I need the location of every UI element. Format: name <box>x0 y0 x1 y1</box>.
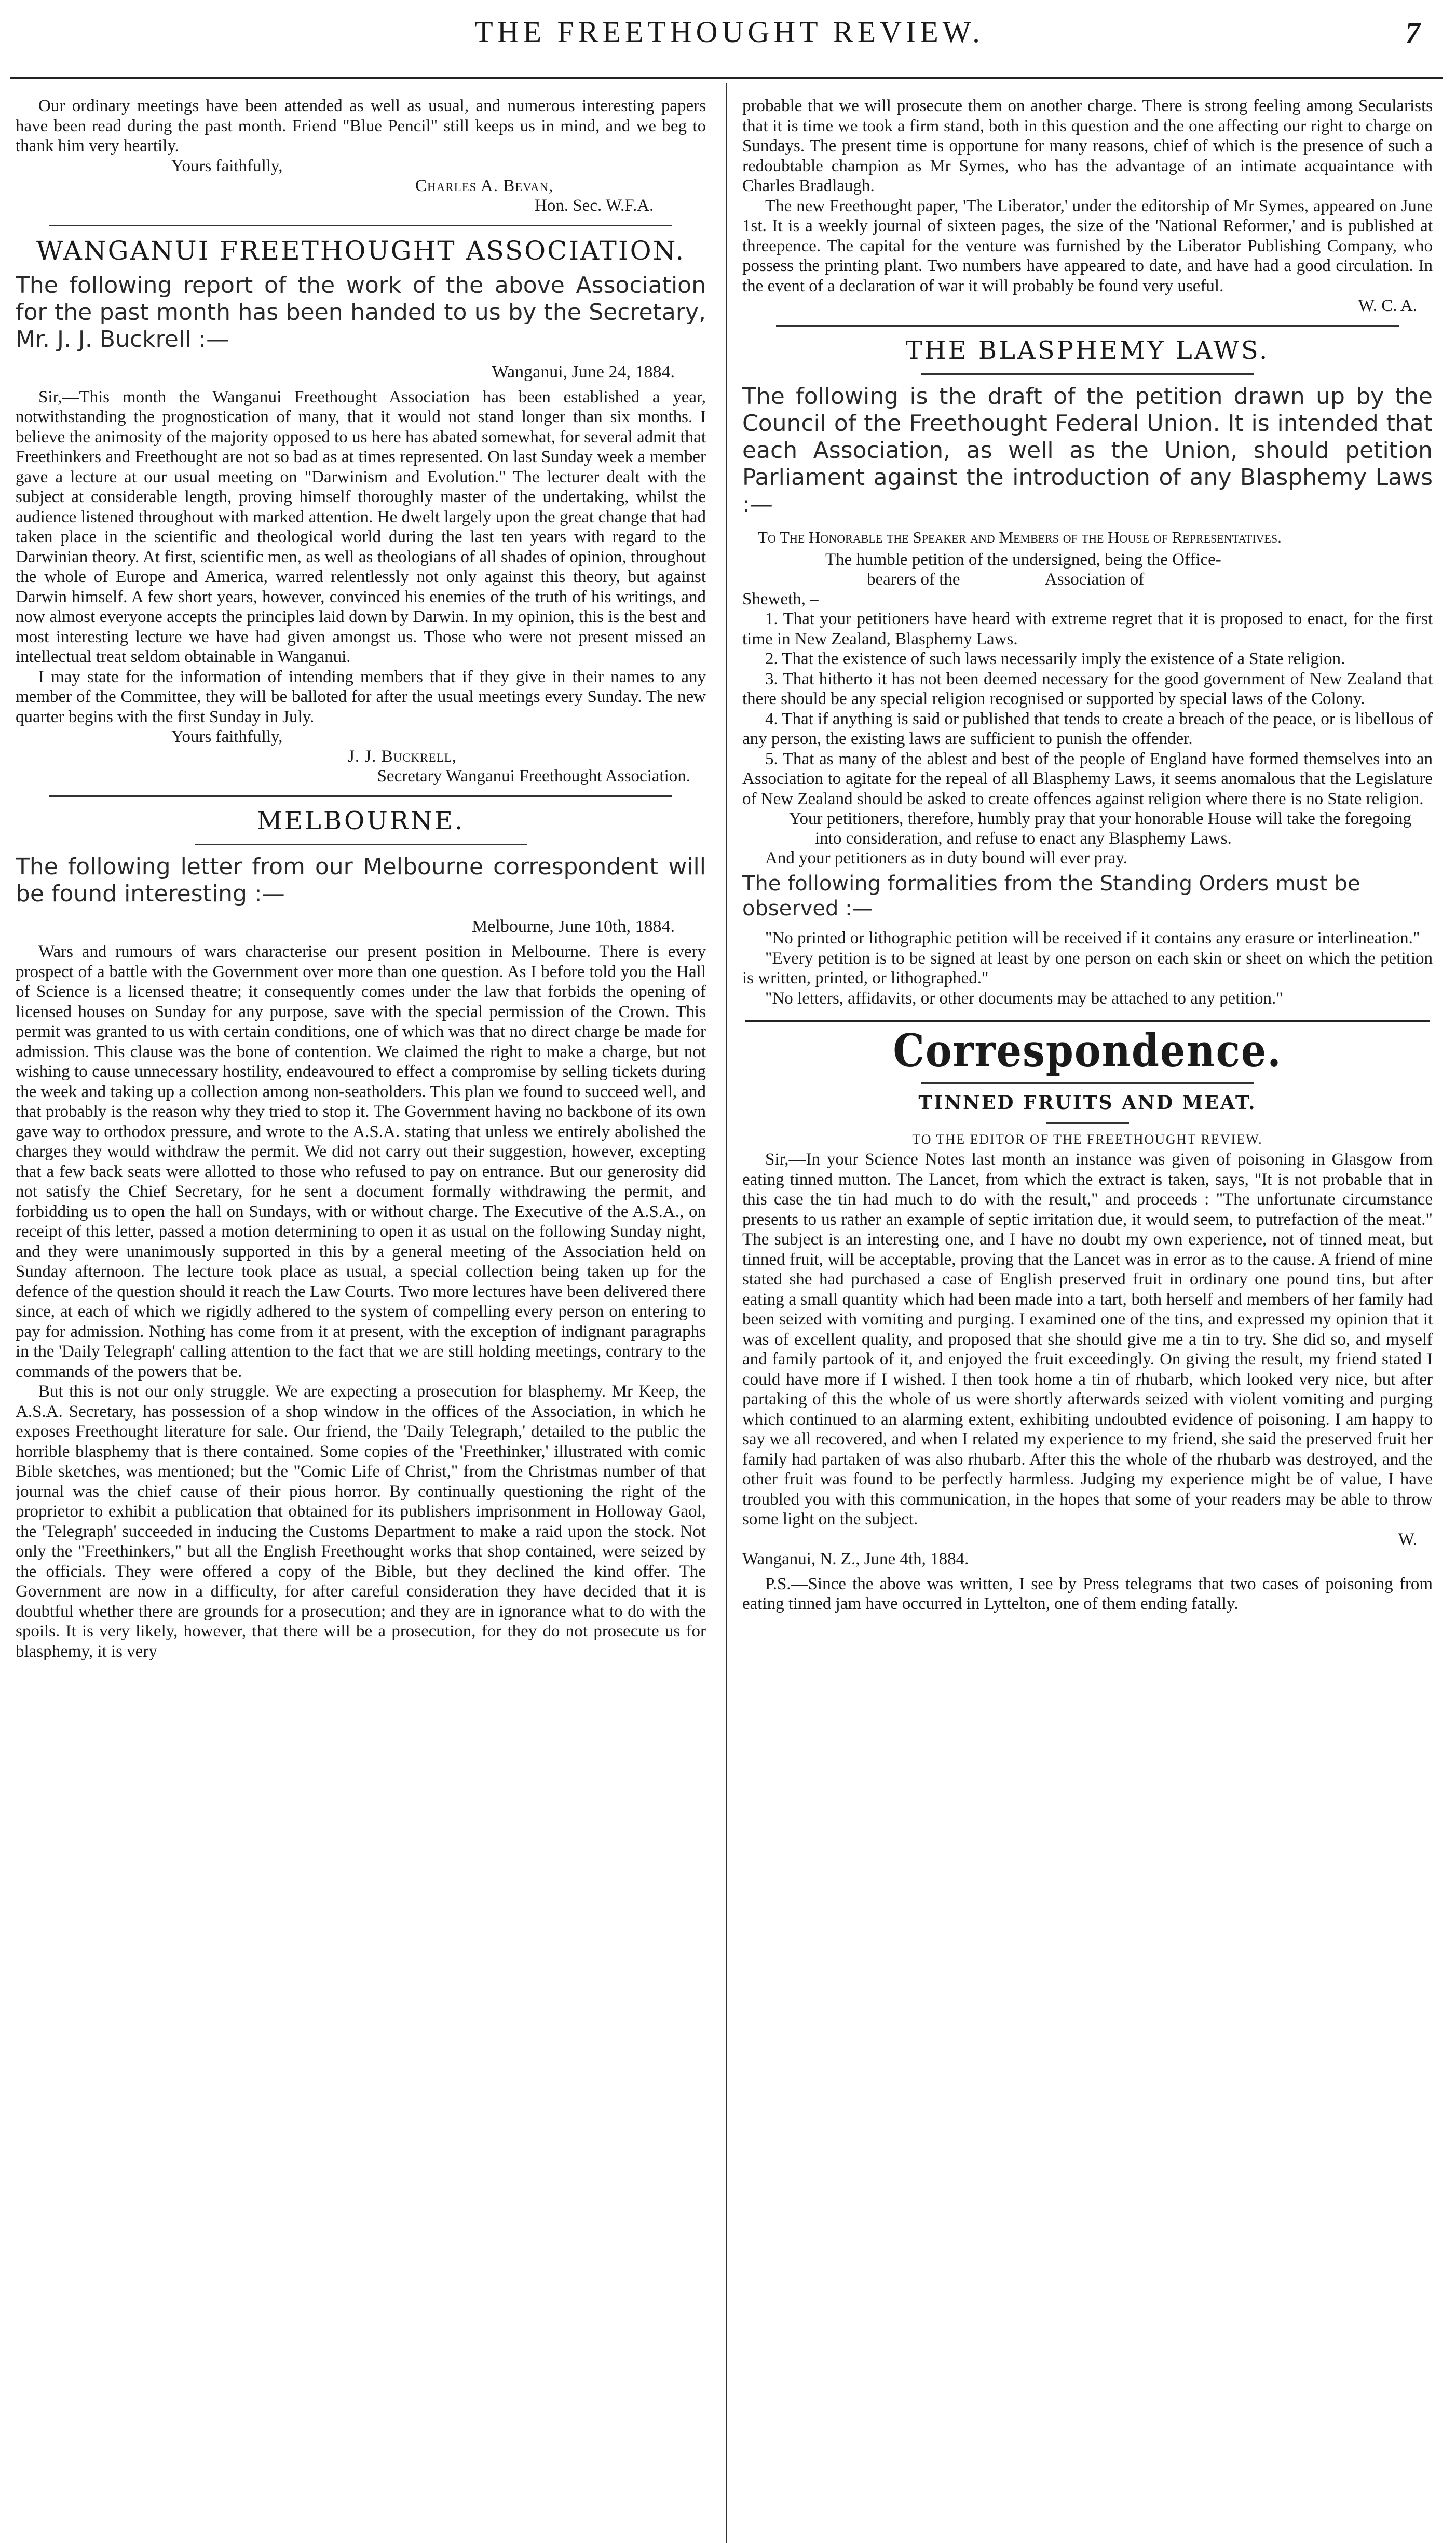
petition-point: 1. That your petitioners have heard with extreme regret that it is proposed to enact, for the first time in New Zealand, Blasphemy Laws. <box>742 610 1433 648</box>
header-rule <box>10 77 1443 79</box>
section-rule <box>49 795 672 797</box>
letter-addressed-to: TO THE EDITOR OF THE FREETHOUGHT REVIEW. <box>912 1132 1263 1147</box>
blasphemy-intro: The following is the draft of the petition drawn up by the Council of the Freethought Federal Union. It is intended that each Association, as well as the Union, should petition Parliament against the introduction of any Blasphemy Laws :— <box>742 383 1433 518</box>
melbourne-paragraph: But this is not our only struggle. We are expecting a prosecution for blasphemy. Mr Keep, the A.S.A. Secretary, has possession of a shop window in the offices of the Association, in which he exposes Freethought literature for sale. Our friend, the 'Daily Telegraph,' detailed to the public the horrible blasphemy that is there contained. Some copies of the 'Freethinker,' illustrated with comic Bible sketches, was mentioned; but the "Comic Life of Christ," from the Christmas number of that journal was the chief cause of their pious horror. By continually questioning the right of the proprietor to exhibit a publication that obtained for its publishers imprisonment in Holloway Gaol, the 'Telegraph' succeeded in inducing the Customs Department to make a raid upon the stock. Not only the "Freethinkers," but all the English Freethought works that shop contained, were seized by the officials. They were offered a copy of the Bible, but they declined the kind offer. The Government are now in a difficulty, for after careful consideration they have decided that it is doubtful whether there are grounds for a prosecution; and they are in ignorance what to do with the spoils. It is very likely, however, that there will be a prosecution, for they do not prosecute us for blasphemy, it is very <box>16 1382 706 1661</box>
petition-prayer: Your petitioners, therefore, humbly pray that your honorable House will take the foregoing into consideration, and refuse to enact any Blasphemy Laws. <box>789 809 1412 848</box>
melbourne-dateline: Melbourne, June 10th, 1884. <box>472 917 675 936</box>
wanganui-paragraph: Sir,—This month the Wanganui Freethought Association has been established a year, notwithstanding the prognostication of many, that it would not stand longer than six months. I believe the animosity of the majority opposed to us here has abated somewhat, for several admit that Freethinkers and Freethought are not so bad as at times represented. On last Sunday week a member gave a lecture at our usual meeting on "Darwinism and Evolution." The lecturer dealt with the subject at considerable length, proving himself thoroughly master of the undertaking, whilst the audience listened throughout with marked attention. He dwelt largely upon the great change that had taken place in the scientific and theological world during the last ten years with regard to the Darwinian theory. At first, scientific men, as well as theologians of all shades of opinion, throughout the whole of Europe and America, warred relentlessly not only against this theory, but against Darwin himself. A few short years, however, convinced his enemies of the truth of his writings, and now almost everyone accepts the principles laid down by Darwin. In my opinion, this is the best and most interesting lecture we have had given amongst us. Those who were not present missed an intellectual treat seldom obtainable in Wanganui. <box>16 387 706 666</box>
wanganui-article <box>16 236 706 787</box>
formalities-intro: The following formalities from the Standing Orders must be observed :— <box>742 872 1360 921</box>
petition-point: 4. That if anything is said or published that tends to create a breach of the peace, or is libellous of any person, the existing laws are sufficient to punish the offender. <box>742 709 1433 748</box>
petition-duty: And your petitioners as in duty bound will ever pray. <box>765 849 1128 868</box>
wanganui-closing: Yours faithfully, <box>171 727 283 746</box>
heading-rule <box>921 373 1254 375</box>
petition-point: 3. That hitherto it has not been deemed necessary for the good government of New Zealand that there should be any special religion recognised or supported by special laws of the Colony. <box>742 669 1433 708</box>
heading-rule <box>195 844 527 845</box>
correspondence-article <box>742 1024 1433 1614</box>
petition-sheweth: Sheweth, – <box>742 590 819 608</box>
melbourne-heading: MELBOURNE. <box>256 806 465 835</box>
opening-letter-end <box>16 96 706 215</box>
formality-item: "Every petition is to be signed at least by one person on each skin or sheet on which the petition is written, printed, or lithographed." <box>742 949 1433 988</box>
wanganui-dateline: Wanganui, June 24, 1884. <box>492 362 675 382</box>
continuation-paragraph: probable that we will prosecute them on another charge. There is strong feeling among Secularists that it is time we took a firm stand, both in this question and the one affecting our right to charge on Sundays. The present time is opportune for many reasons, chief of which is the presence of such a redoubtable champion as Mr Symes, who has the advantage of an intimate acquaintance with Charles Bradlaugh. <box>742 97 1433 195</box>
spacer <box>742 1569 1433 1574</box>
formality-item: "No letters, affidavits, or other documents may be attached to any petition." <box>765 989 1283 1008</box>
heading-rule <box>921 1082 1254 1084</box>
melbourne-intro: The following letter from our Melbourne correspondent will be found interesting :— <box>16 854 706 907</box>
page-number: 7 <box>1405 16 1420 50</box>
section-double-rule <box>745 1020 1430 1022</box>
continuation-signer: W. C. A. <box>1358 296 1417 315</box>
blasphemy-heading: THE BLASPHEMY LAWS. <box>905 336 1270 365</box>
letter-signer: W. <box>1398 1530 1417 1549</box>
wanganui-intro: The following report of the work of the above Association for the past month has been handed to us by the Secretary, Mr. J. J. Buckrell :— <box>16 272 706 353</box>
right-column <box>742 96 1433 2522</box>
petition-line: bearers of the Association of <box>867 570 1145 589</box>
left-column <box>16 96 706 2522</box>
petition-point: 5. That as many of the ablest and best of the people of England have formed themselves into an Association to agitate for the repeal of all Blasphemy Laws, it seems anomalous that the Legislature of New Zealand should be asked to create offences against religion where there is no State religion. <box>742 749 1433 808</box>
blasphemy-article <box>742 336 1433 1008</box>
melbourne-paragraph: Wars and rumours of wars characterise our present position in Melbourne. There is every prospect of a battle with the Government over more than one question. As I before told you the Hall of Science is a licensed theatre; it consequently comes under the law that forbids the opening of licensed houses on Sunday for any purpose, save with the special permission of the Crown. This permit was granted to us with certain conditions, one of which was that no direct charge be made for admission. This clause was the bone of contention. We claimed the right to make a charge, but not wishing to cause unnecessary hostility, endeavoured to effect a compromise by selling tickets during the week and taking up a collection among non-seatholders. This plan we found to succeed well, and that probably is the reason why they tried to stop it. The Government having no backbone of its own gave way to orthodox pressure, and wrote to the A.S.A. stating that unless we entirely abolished the charges they would withdraw the permit. We did not carry out their suggestion, however, excepting that a few back seats were allotted to those who refused to pay on entrance. But our generosity did not satisfy the Chief Secretary, for he sent a document formally withdrawing the permit, and forbidding us to open the hall on Sundays, with or without charge. The Executive of the A.S.A., on receipt of this letter, passed a motion determining to open it as usual on the following Sunday night, and they were unanimously supported in this by a general meeting of the Association held on Sunday afternoon. The lecture took place as usual, a special collection being taken up for the defence of the question should it reach the Law Courts. Two more lectures have been delivered there since, at each of which we rigidly adhered to the system of compelling every person on entering to pay for admission. Nothing has come from it at present, with the exception of indignant paragraphs in the 'Daily Telegraph' calling attention to the fact that we are still holding meetings, contrary to the commands of the powers that be. <box>16 942 706 1381</box>
formality-item: "No printed or lithographic petition will be received if it contains any erasure or interlineation." <box>765 929 1420 948</box>
correspondence-heading: Correspondence. <box>893 1024 1282 1077</box>
melbourne-continuation <box>742 96 1433 316</box>
column-divider <box>726 83 727 2543</box>
opening-signer-title: Hon. Sec. W.F.A. <box>535 196 654 215</box>
letter-subheading: TINNED FRUITS AND MEAT. <box>918 1092 1257 1114</box>
wanganui-signer: J. J. Buckrell, <box>348 747 457 766</box>
continuation-paragraph: The new Freethought paper, 'The Liberator,' under the editorship of Mr Symes, appeared on June 1st. It is a weekly journal of sixteen pages, the size of the 'National Reformer,' and is published at threepence. The capital for the venture was furnished by the Liberator Publishing Company, who possess the printing plant. Two numbers have appeared to date, and have had a good circulation. In the event of a declaration of war it will probably be found very useful. <box>742 196 1433 295</box>
petition-addressee: To The Honorable the Speaker and Members of the House of Representatives. <box>758 528 1282 546</box>
petition-point: 2. That the existence of such laws necessarily imply the existence of a State religion. <box>765 650 1345 668</box>
wanganui-heading: WANGANUI FREETHOUGHT ASSOCIATION. <box>36 235 686 266</box>
opening-signer: Charles A. Bevan, <box>415 176 554 195</box>
opening-paragraph: Our ordinary meetings have been attended as well as usual, and numerous interesting papers have been read during the past month. Friend "Blue Pencil" still keeps us in mind, and we beg to thank him very heartily. <box>16 97 706 155</box>
letter-dateline: Wanganui, N. Z., June 4th, 1884. <box>742 1549 969 1568</box>
melbourne-article <box>16 806 706 1661</box>
journal-title: THE FREETHOUGHT REVIEW. <box>474 15 984 49</box>
section-rule <box>776 325 1399 327</box>
wanganui-signer-title: Secretary Wanganui Freethought Association. <box>377 767 690 786</box>
section-rule <box>49 225 672 226</box>
heading-rule <box>1046 1122 1129 1124</box>
opening-closing: Yours faithfully, <box>171 156 283 175</box>
wanganui-paragraph: I may state for the information of intending members that if they give in their names to any member of the Committee, they will be balloted for after the usual meetings every Sunday. The new quarter begins with the first Sunday in July. <box>16 667 706 726</box>
masthead <box>31 11 1427 63</box>
letter-paragraph: Sir,—In your Science Notes last month an instance was given of poisoning in Glasgow from eating tinned mutton. The Lancet, from which the extract is taken, says, "It is not probable that in this case the tin had much to do with the result," and proceeds : "The unfortunate circumstance presents to us rather an example of septic irritation due, it would seem, to putrefaction of the meat." The subject is an interesting one, and I have no doubt my own experience, not of tinned meat, but tinned fruit, will be acceptable, proving that the Lancet was in error as to the cause. A friend of mine stated she had purchased a case of English preserved fruit in ordinary one pound tins, but after eating a small quantity which had been made into a tart, both herself and members of her family had been seized with vomiting and purging. I examined one of the tins, and expressed my opinion that it was of excellent quality, and proposed that she should give me a tin to try. She did so, and myself and family partook of it, and enjoyed the fruit exceedingly. On giving the result, my friend stated I could have more if I wished. I then took home a tin of rhubarb, which looked very nice, but after partaking of this the whole of us were shortly afterwards seized with violent vomiting and purging which continued to an alarming extent, exhibiting undoubted evidence of poisoning. I am happy to say we all recovered, and when I related my experience to my friend, she said the preserved fruit her family had partaken of was also rhubarb. After this the whole of the rhubarb was destroyed, and the other fruit was found to be perfectly harmless. Judging my experience might be of value, I have troubled you with this communication, in the hopes that some of your readers may be able to throw some light on the subject. <box>742 1150 1433 1528</box>
petition-line: The humble petition of the undersigned, being the Office- <box>825 550 1221 569</box>
letter-postscript: P.S.—Since the above was written, I see by Press telegrams that two cases of poisoning from eating tinned jam have occurred in Lyttelton, one of them ending fatally. <box>742 1574 1433 1613</box>
